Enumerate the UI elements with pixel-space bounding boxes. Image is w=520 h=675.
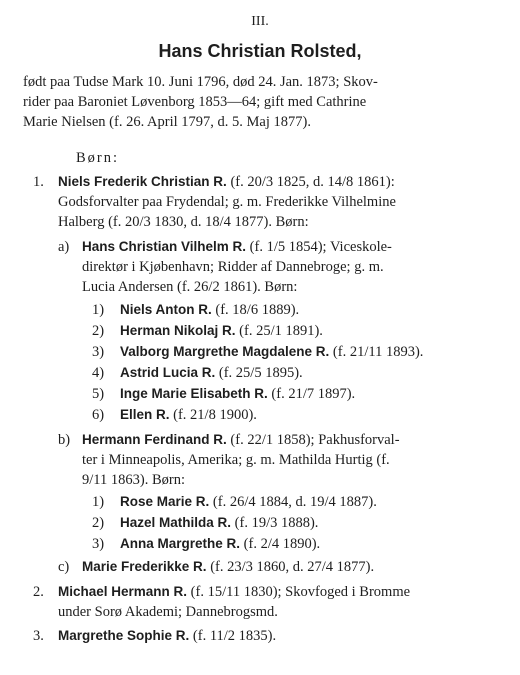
entry-text: (f. 21/11 1893).: [329, 344, 424, 360]
entry-line: [82, 431, 400, 449]
entry-line: [120, 493, 377, 511]
entry-text: (f. 25/5 1895).: [215, 365, 303, 381]
entry-continuation: Halberg (f. 20/3 1830, d. 18/4 1877). Børn:: [58, 214, 309, 230]
entry-continuation: direktør i Kjøbenhavn; Ridder af Dannebroge; g. m.: [82, 259, 384, 275]
entry-name: Valborg Margrethe Magdalene R.: [120, 344, 330, 359]
entry-name: Inge Marie Elisabeth R.: [120, 386, 268, 401]
entry-name: Rose Marie R.: [120, 494, 210, 509]
entry-continuation: ter i Minneapolis, Amerika; g. m. Mathilda Hurtig (f.: [82, 452, 390, 468]
entry-continuation: Godsforvalter paa Frydendal; g. m. Frederikke Vilhelmine: [58, 194, 396, 210]
entry-continuation: under Sorø Akademi; Dannebrogsmd.: [58, 604, 278, 620]
entry-number: 3): [92, 344, 105, 360]
children-heading: Børn:: [76, 150, 120, 166]
entry-text: (f. 19/3 1888).: [231, 515, 319, 531]
entry-name: Michael Hermann R.: [58, 584, 188, 599]
entry-continuation: Lucia Andersen (f. 26/2 1861). Børn:: [82, 279, 298, 295]
entry-text: (f. 20/3 1825, d. 14/8 1861):: [226, 174, 395, 190]
entry-name: Hans Christian Vilhelm R.: [82, 239, 247, 254]
entry-number: 2.: [33, 584, 44, 600]
entry-line: [58, 173, 395, 191]
entry-line: [58, 627, 276, 645]
entry-text: (f. 22/1 1858); Pakhusforval-: [226, 432, 400, 448]
entry-number: a): [58, 239, 70, 255]
entry-text: (f. 2/4 1890).: [240, 536, 321, 552]
entry-number: 2): [92, 323, 105, 339]
entry-line: [82, 558, 374, 576]
entry-text: (f. 21/8 1900).: [169, 407, 257, 423]
entry-number: 1): [92, 494, 105, 510]
page-title: Hans Christian Rolsted,: [158, 41, 362, 61]
entry-number: 1): [92, 302, 105, 318]
entry-line: [120, 406, 257, 424]
entry-line: [120, 322, 323, 340]
entry-text: (f. 23/3 1860, d. 27/4 1877).: [206, 559, 375, 575]
entry-text: (f. 1/5 1854); Viceskole-: [246, 239, 392, 255]
entry-text: (f. 18/6 1889).: [211, 302, 300, 318]
entry-line: [58, 583, 410, 601]
intro-line: født paa Tudse Mark 10. Juni 1796, død 24. Jan. 1873; Skov-: [23, 74, 378, 90]
entry-name: Niels Anton R.: [120, 302, 212, 317]
entry-number: 3): [92, 536, 105, 552]
intro-line: Marie Nielsen (f. 26. April 1797, d. 5. Maj 1877).: [23, 114, 311, 130]
entry-number: 2): [92, 515, 105, 531]
entry-number: b): [58, 432, 71, 448]
entry-line: [120, 514, 318, 532]
entry-text: (f. 21/7 1897).: [267, 386, 356, 402]
entry-line: [120, 343, 423, 361]
entry-line: [120, 364, 303, 382]
entry-text: (f. 26/4 1884, d. 19/4 1887).: [209, 494, 377, 510]
entry-name: Margrethe Sophie R.: [58, 628, 190, 643]
entry-line: [82, 238, 392, 256]
entry-line: [120, 301, 299, 319]
entry-line: [120, 385, 355, 403]
entry-name: Niels Frederik Christian R.: [58, 174, 227, 189]
entry-continuation: 9/11 1863). Børn:: [82, 472, 185, 488]
entry-number: 4): [92, 365, 105, 381]
entry-name: Hermann Ferdinand R.: [82, 432, 227, 447]
entry-number: 3.: [33, 628, 44, 644]
entry-name: Astrid Lucia R.: [120, 365, 216, 380]
entry-text: (f. 15/11 1830); Skovfoged i Bromme: [187, 584, 411, 600]
entry-number: 5): [92, 386, 105, 402]
entry-name: Hazel Mathilda R.: [120, 515, 232, 530]
intro-line: rider paa Baroniet Løvenborg 1853—64; gift med Cathrine: [23, 94, 367, 110]
entry-name: Anna Margrethe R.: [120, 536, 241, 551]
entry-number: 6): [92, 407, 105, 423]
entry-text: (f. 11/2 1835).: [189, 628, 277, 644]
page-number: III.: [251, 14, 269, 29]
entry-name: Marie Frederikke R.: [82, 559, 207, 574]
entry-number: c): [58, 559, 70, 575]
entry-name: Herman Nikolaj R.: [120, 323, 236, 338]
entry-text: (f. 25/1 1891).: [235, 323, 323, 339]
entry-number: 1.: [33, 174, 44, 190]
entry-line: [120, 535, 320, 553]
entry-name: Ellen R.: [120, 407, 170, 422]
